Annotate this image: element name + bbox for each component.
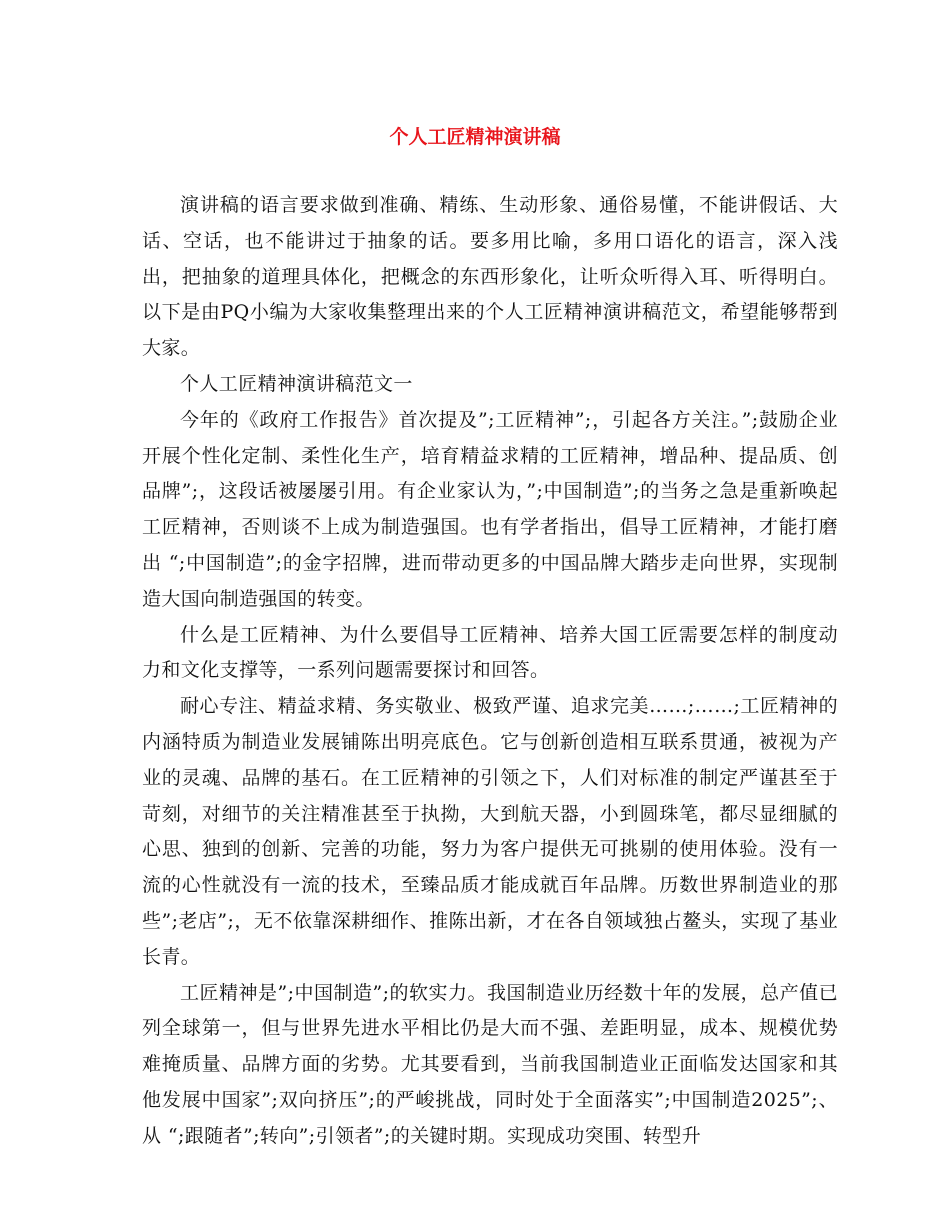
paragraph-soft-power: 工匠精神是”;中国制造”;的软实力。我国制造业历经数十年的发展，总产值已列全球第一，但与世界先进水平相比仍是大而不强、差距明显，成本、规模优势难掩质量、品牌方面的劣势。尤其要看到，当前我国制造业正面临发达国家和其他发展中国家”;双向挤压”;的严峻挑战，同时处于全面落实”;中国制造2025”;、从 “;跟随者”;转向”;引领者”;的关键时期。实现成功突围、转型升 bbox=[142, 981, 838, 1147]
paragraph-craftsman-traits: 耐心专注、精益求精、务实敬业、极致严谨、追求完美……;……;工匠精神的内涵特质为制造业发展铺陈出明亮底色。它与创新创造相互联系贯通，被视为产业的灵魂、品牌的基石。在工匠精神的引领之下，人们对标准的制定严谨甚至于苛刻，对细节的关注精准甚至于执拗，大到航天器，小到圆珠笔，都尽显细腻的心思、独到的创新、完善的功能，努力为客户提供无可挑剔的使用体验。没有一流的心性就没有一流的技术，至臻品质才能成就百年品牌。历数世界制造业的那些”;老店”;，无不依靠深耕细作、推陈出新，才在各自领域独占鳌头，实现了基业长青。 bbox=[142, 695, 838, 968]
document-title: 个人工匠精神演讲稿 bbox=[389, 126, 561, 148]
paragraph-section-heading: 个人工匠精神演讲稿范文一 bbox=[180, 372, 413, 395]
paragraph-government-report: 今年的《政府工作报告》首次提及”;工匠精神”;，引起各方关注。”;鼓励企业开展个性化定制、柔性化生产，培育精益求精的工匠精神，增品种、提品质、创品牌”;，这段话被屡屡引用。有企业家认为，”;中国制造”;的当务之急是重新唤起工匠精神，否则谈不上成为制造强国。也有学者指出，倡导工匠精神，才能打磨出 “;中国制造”;的金字招牌，进而带动更多的中国品牌大踏步走向世界，实现制造大国向制造强国的转变。 bbox=[142, 408, 838, 610]
paragraph-questions: 什么是工匠精神、为什么要倡导工匠精神、培养大国工匠需要怎样的制度动力和文化支撑等，一系列问题需要探讨和回答。 bbox=[142, 623, 838, 682]
paragraph-intro: 演讲稿的语言要求做到准确、精练、生动形象、通俗易懂，不能讲假话、大话、空话，也不能讲过于抽象的话。要多用比喻，多用口语化的语言，深入浅出，把抽象的道理具体化，把概念的东西形象化，让听众听得入耳、听得明白。以下是由PQ小编为大家收集整理出来的个人工匠精神演讲稿范文，希望能够帮到大家。 bbox=[142, 194, 838, 360]
document-body bbox=[142, 188, 838, 1155]
